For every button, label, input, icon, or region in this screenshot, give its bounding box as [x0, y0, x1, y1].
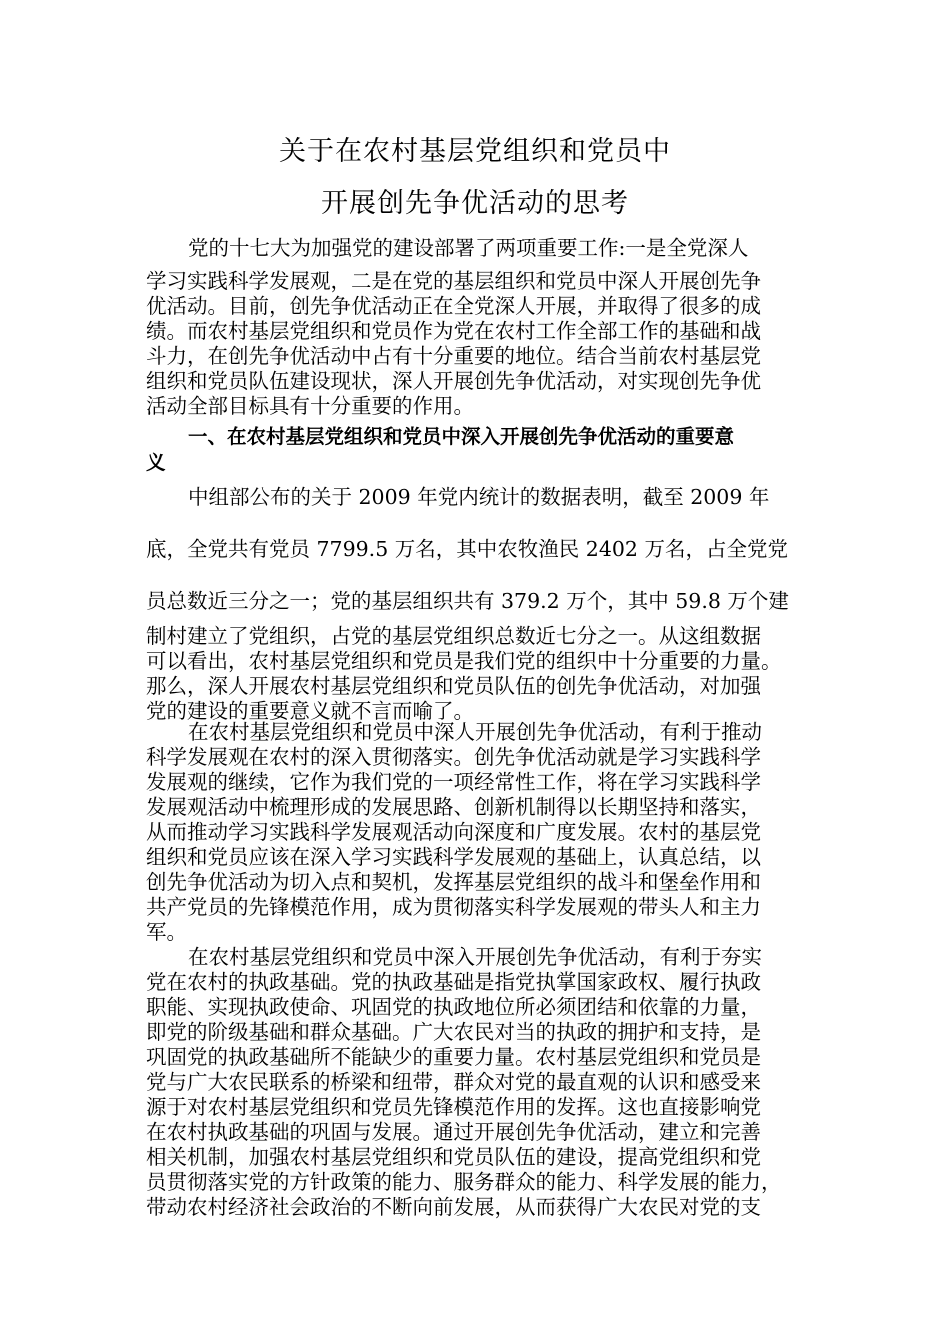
paragraph-line: 党与广大农民联系的桥梁和纽带，群众对党的最直观的认识和感受来: [146, 1070, 761, 1094]
heading-line: 义: [146, 451, 166, 474]
paragraph-line: 科学发展观在农村的深入贯彻落实。创先争优活动就是学习实践科学: [146, 745, 761, 769]
paragraph-line: 源于对农村基层党组织和党员先锋模范作用的发挥。这也直接影响党: [146, 1095, 761, 1119]
paragraph-line: 学习实践科学发展观，二是在党的基层组织和党员中深人开展创先争: [146, 269, 761, 293]
paragraph-line: 在农村执政基础的巩固与发展。通过开展创先争优活动，建立和完善: [146, 1120, 761, 1144]
paragraph-line: 制村建立了党组织，占党的基层党组织总数近七分之一。从这组数据: [146, 624, 761, 648]
paragraph-line: 中组部公布的关于 2009 年党内统计的数据表明，截至 2009 年: [188, 485, 770, 509]
paragraph-line: 从而推动学习实践科学发展观活动向深度和广度发展。农村的基层党: [146, 820, 761, 844]
paragraph-line: 创先争优活动为切入点和契机，发挥基层党组织的战斗和堡垒作用和: [146, 870, 761, 894]
document-title-line2: 开展创先争优活动的思考: [321, 188, 629, 219]
paragraph-line: 底，全党共有党员 7799.5 万名，其中农牧渔民 2402 万名，占全党党: [146, 537, 788, 561]
paragraph-scientific-development: [146, 720, 812, 945]
paragraph-line: 绩。而农村基层党组织和党员作为党在农村工作全部工作的基础和战: [146, 319, 761, 343]
paragraph-line: 共产党员的先锋模范作用，成为贯彻落实科学发展观的带头人和主力: [146, 895, 761, 919]
paragraph-line: 斗力，在创先争优活动中占有十分重要的地位。结合当前农村基层党: [146, 344, 761, 368]
paragraph-line: 相关机制，加强农村基层党组织和党员队伍的建设，提高党组织和党: [146, 1145, 761, 1169]
document-title-line1: 关于在农村基层党组织和党员中: [279, 136, 671, 167]
paragraph-line: 活动全部目标具有十分重要的作用。: [146, 394, 474, 418]
paragraph-line: 员贯彻落实党的方针政策的能力、服务群众的能力、科学发展的能力，: [146, 1170, 782, 1194]
paragraph-line: 党的建设的重要意义就不言而喻了。: [146, 699, 474, 723]
paragraph-line: 组织和党员应该在深入学习实践科学发展观的基础上，认真总结，以: [146, 845, 761, 869]
paragraph-line: 员总数近三分之一；党的基层组织共有 379.2 万个，其中 59.8 万个建: [146, 589, 789, 613]
paragraph-line: 在农村基层党组织和党员中深人开展创先争优活动，有利于推动: [188, 720, 762, 744]
paragraph-line: 发展观的继续，它作为我们党的一项经常性工作，将在学习实践科学: [146, 770, 761, 794]
paragraph-line: 在农村基层党组织和党员中深入开展创先争优活动，有利于夯实: [188, 945, 762, 969]
paragraph-line: 可以看出，农村基层党组织和党员是我们党的组织中十分重要的力量。: [146, 649, 782, 673]
paragraph-line: 优活动。目前，创先争优活动正在全党深人开展，并取得了很多的成: [146, 294, 761, 318]
paragraph-line: 党的十七大为加强党的建设部署了两项重要工作:一是全党深人: [188, 236, 749, 260]
paragraph-intro: [146, 233, 812, 419]
paragraph-line: 党在农村的执政基础。党的执政基础是指党执掌国家政权、履行执政: [146, 970, 761, 994]
paragraph-statistics-continued: [146, 624, 812, 724]
paragraph-statistics: [146, 485, 812, 641]
paragraph-line: 军。: [146, 920, 187, 944]
paragraph-line: 那么，深人开展农村基层党组织和党员队伍的创先争优活动，对加强: [146, 674, 761, 698]
paragraph-line: 巩固党的执政基础所不能缺少的重要力量。农村基层党组织和党员是: [146, 1045, 761, 1069]
paragraph-line: 带动农村经济社会政治的不断向前发展，从而获得广大农民对党的支: [146, 1195, 761, 1219]
paragraph-line: 组织和党员队伍建设现状，深人开展创先争优活动，对实现创先争优: [146, 369, 761, 393]
paragraph-line: 职能、实现执政使命、巩固党的执政地位所必须团结和依靠的力量，: [146, 995, 761, 1019]
section-heading-1: [146, 424, 812, 476]
heading-line: 一、在农村基层党组织和党员中深入开展创先争优活动的重要意: [188, 425, 735, 448]
paragraph-line: 发展观活动中梳理形成的发展思路、创新机制得以长期坚持和落实，: [146, 795, 761, 819]
paragraph-line: 即党的阶级基础和群众基础。广大农民对当的执政的拥护和支持，是: [146, 1020, 761, 1044]
paragraph-governance-foundation: [146, 945, 812, 1220]
